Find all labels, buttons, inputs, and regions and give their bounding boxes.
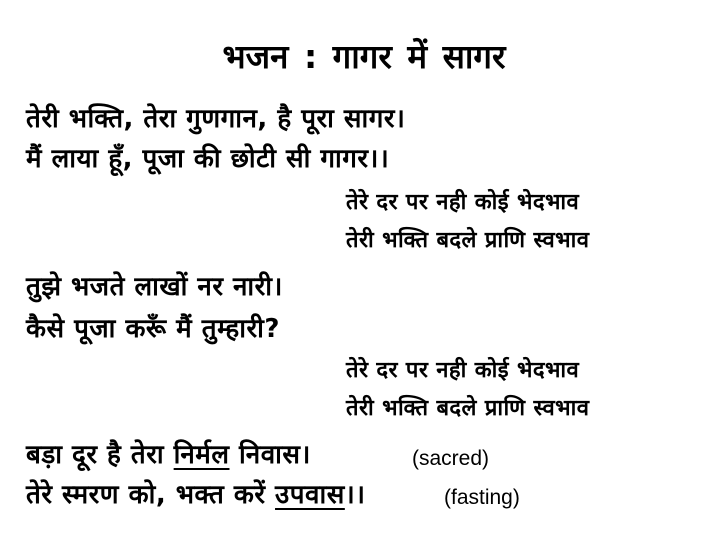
stanza1-line1: तेरी भक्ति, तेरा गुणगान, है पूरा सागर। [26, 104, 406, 134]
underlined-word-nirmal: निर्मल [173, 440, 230, 470]
underlined-word-upvas: उपवास [275, 480, 345, 510]
refrain1-line2: तेरी भक्ति बदले प्राणि स्वभाव [346, 228, 590, 253]
stanza2-line1: तुझे भजते लाखों नर नारी। [26, 272, 283, 302]
refrain2-line1: तेरे दर पर नही कोई भेदभाव [346, 358, 580, 383]
stanza2-line2: कैसे पूजा करूँ मैं तुम्हारी? [26, 314, 280, 344]
stanza3-line2-text-start: तेरे स्मरण को, भक्त करें [26, 480, 276, 510]
stanza3-line2-text-end: ।। [344, 480, 366, 510]
stanza1-line2: मैं लाया हूँ, पूजा की छोटी सी गागर।। [26, 144, 390, 174]
stanza3-line2 [26, 482, 366, 508]
gloss-sacred: (sacred) [412, 447, 490, 470]
bhajan-title: भजन : गागर में सागर [222, 37, 506, 76]
gloss-fasting: (fasting) [444, 486, 520, 509]
stanza3-line1-text-end: निवास। [229, 440, 311, 470]
refrain2-line2: तेरी भक्ति बदले प्राणि स्वभाव [346, 396, 590, 421]
refrain1-line1: तेरे दर पर नही कोई भेदभाव [346, 190, 580, 215]
stanza3-line1-text-start: बड़ा दूर है तेरा [26, 440, 174, 470]
stanza3-line1 [26, 442, 311, 468]
